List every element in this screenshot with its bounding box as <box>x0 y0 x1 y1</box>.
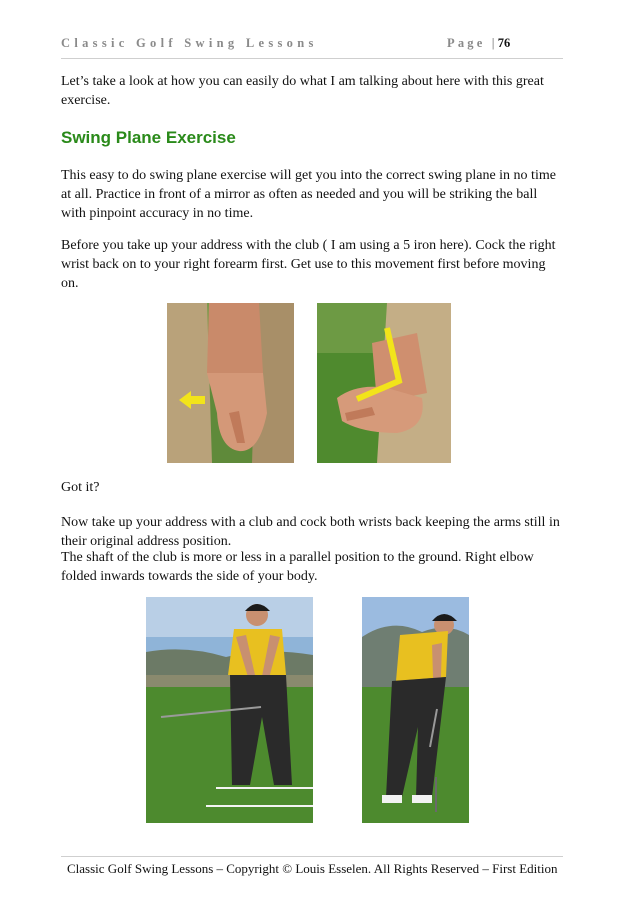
golfer-side-image <box>362 597 469 823</box>
footer-copyright: Classic Golf Swing Lessons – Copyright © Louis Esselen. All Rights Reserved – First Edition <box>67 861 558 876</box>
header-title: Classic Golf Swing Lessons <box>61 36 318 50</box>
golfer-front-photo <box>146 597 313 823</box>
golfer-front-image <box>146 597 313 823</box>
page-header <box>61 36 563 59</box>
paragraph-2: Before you take up your address with the club ( I am using a 5 iron here). Cock the right wrist back on to your right forearm first. Get use to this movement first before moving on. <box>61 238 556 291</box>
wrist-photo-right <box>317 303 451 463</box>
paragraph-4: Now take up your address with a club and cock both wrists back keeping the arms still in their original address position. <box>61 515 560 549</box>
page-number: 76 <box>497 36 511 50</box>
paragraph-5: The shaft of the club is more or less in a parallel position to the ground. Right elbow folded inwards towards the side of your body. <box>61 550 534 584</box>
paragraph-3: Got it? <box>61 480 100 495</box>
wrist-photo-left-image <box>167 303 294 463</box>
wrist-photo-right-image <box>317 303 451 463</box>
golfer-side-photo <box>362 597 469 823</box>
paragraph-1: This easy to do swing plane exercise will get you into the correct swing plane in no time at all. Practice in front of a mirror as often as needed and you will be striking the ball with pinpoint accuracy in no time. <box>61 168 556 221</box>
page-number-label <box>447 36 510 51</box>
page-footer <box>61 856 563 876</box>
wrist-photo-left <box>167 303 294 463</box>
section-heading: Swing Plane Exercise <box>61 128 236 147</box>
intro-paragraph: Let’s take a look at how you can easily do what I am talking about here with this great exercise. <box>61 74 544 108</box>
page-label: Page | <box>447 36 498 50</box>
